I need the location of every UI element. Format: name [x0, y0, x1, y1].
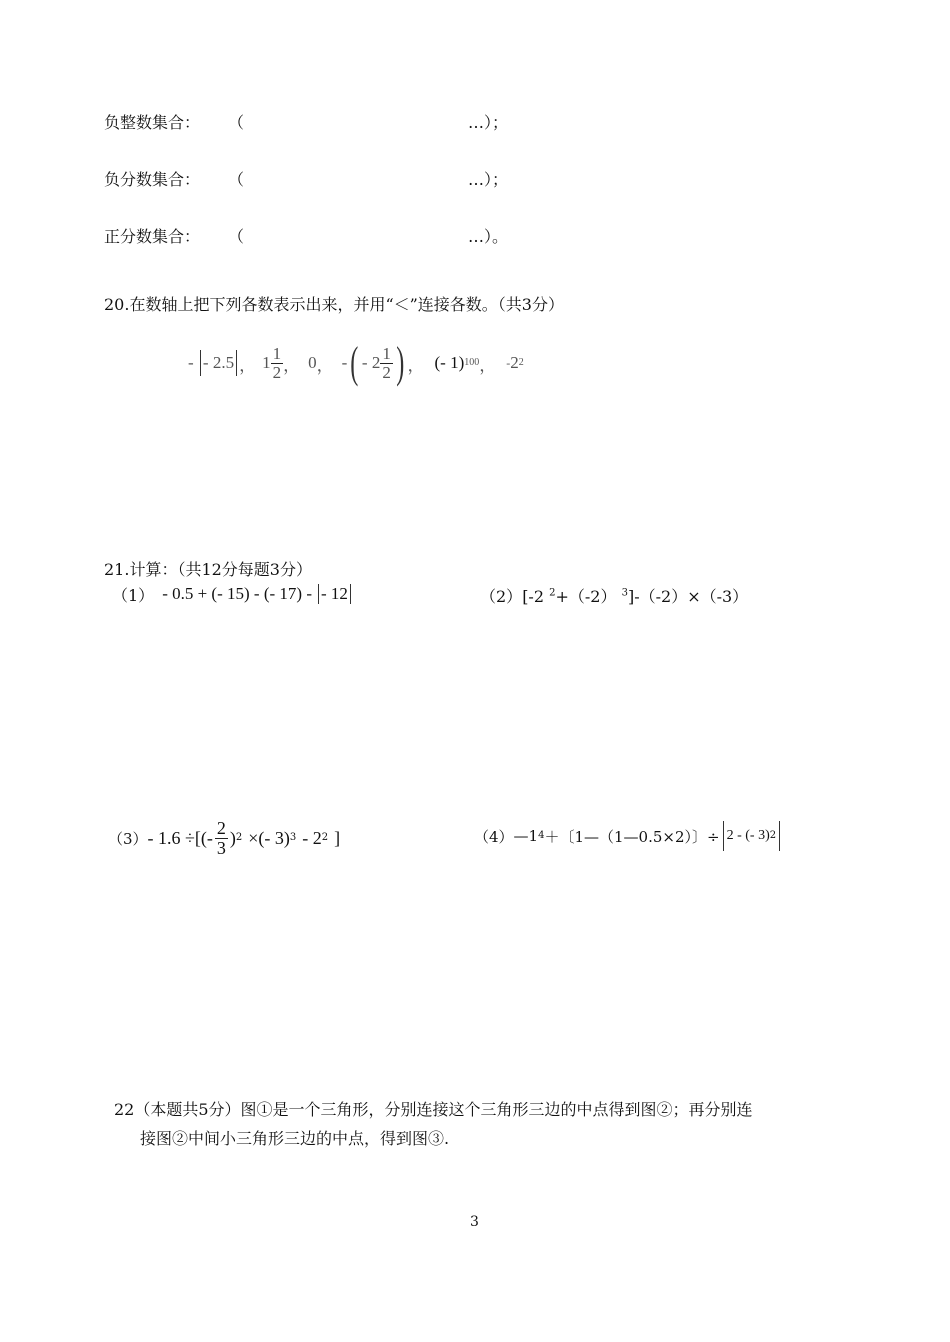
- p4-part-b: ＋〔1—（1—0.5×2）〕÷: [544, 827, 720, 846]
- set-close: …）。: [468, 227, 509, 246]
- p2-part-b: +（-2）: [555, 587, 617, 606]
- comma: ，: [407, 355, 425, 375]
- q20-n6-prefix: -: [506, 355, 511, 370]
- p3-part-d: - 2: [302, 827, 322, 848]
- set-close: …）；: [468, 113, 509, 132]
- set-open-paren: （: [228, 113, 245, 132]
- q20-number-list: - - 2.5 ， 1 $\frac{1}{2}$ ， 0 ， - ( - 2 $\frac{1}{2}$ ) ， (- 1) 100 ， - 2 2: [188, 338, 524, 387]
- denominator: 2: [382, 362, 391, 382]
- p1-expression: - 0.5 + (- 15) - (- 17) -: [162, 584, 312, 603]
- q20-n2-fraction: [271, 345, 284, 382]
- abs-bar: [318, 584, 319, 604]
- q20-n4-fraction: [380, 345, 393, 382]
- abs-bar: [723, 821, 724, 851]
- q20-n4-inner: - 2: [361, 353, 381, 372]
- abs-bar: [779, 821, 780, 851]
- numerator: 2: [216, 817, 226, 838]
- p4-part-a: —1: [513, 827, 539, 845]
- problem-label: （3）: [108, 829, 148, 848]
- p3-part-c: ×(- 3): [248, 827, 290, 848]
- p3-fraction: [215, 819, 228, 858]
- q20-n6-base: 2: [510, 353, 519, 372]
- p2-exp1: 2: [549, 587, 556, 599]
- p1-abs-value: - 12: [320, 584, 348, 603]
- problem-label: （2）: [480, 587, 523, 606]
- p4-abs-value: 2 - (- 3): [726, 828, 770, 843]
- abs-bar: [350, 584, 351, 604]
- q20-n1-abs: - 2.5: [202, 353, 235, 372]
- comma: ，: [316, 355, 334, 375]
- q21-problem-2: [480, 584, 748, 607]
- page-number: 3: [470, 1214, 479, 1230]
- comma: ，: [239, 355, 257, 375]
- q21-problem-4: （4） —1 4 ＋〔1—（1—0.5×2）〕÷ 2 - (- 3) 2: [474, 820, 783, 852]
- p3-part-e: ]: [334, 827, 341, 848]
- q20-prompt: 20.在数轴上把下列各数表示出来，并用“＜”连接各数。（共3分）: [104, 295, 564, 314]
- set-label-positive-fractions: 正分数集合：: [104, 227, 201, 246]
- p2-part-c: ]-（-2）×（-3）: [627, 587, 749, 606]
- q20-n2-whole: 1: [262, 353, 271, 372]
- q20-n5-base: (- 1): [434, 353, 465, 372]
- q21-prompt: 21.计算：（共12分每题3分）: [104, 560, 312, 579]
- denominator: 2: [272, 362, 282, 382]
- set-open-paren: （: [228, 227, 245, 246]
- numerator: 1: [272, 343, 282, 363]
- q20-n1-prefix: -: [188, 353, 194, 372]
- p3-part-b: ): [229, 827, 236, 848]
- p3-part-a: - 1.6 ÷[(-: [147, 827, 213, 848]
- abs-bar: [236, 350, 237, 376]
- q21-problem-1: [112, 582, 353, 606]
- comma: ，: [479, 355, 497, 375]
- q20-n4-prefix: -: [341, 353, 348, 372]
- set-open-paren: （: [228, 170, 245, 189]
- comma: ，: [283, 355, 301, 375]
- problem-label: （4）: [474, 827, 514, 846]
- p2-part-a: [-2: [522, 587, 545, 606]
- problem-label: （1）: [112, 585, 155, 605]
- p2-exp2: 3: [621, 587, 628, 599]
- q22-line-2: 接图②中间小三角形三边的中点，得到图③.: [140, 1129, 450, 1148]
- abs-bar: [200, 350, 201, 376]
- right-paren: ): [396, 338, 405, 387]
- q20-n3: 0: [308, 353, 317, 372]
- numerator: 1: [382, 343, 391, 363]
- set-close: …）；: [468, 170, 509, 189]
- left-paren: (: [350, 338, 359, 387]
- denominator: 3: [216, 837, 226, 858]
- set-label-negative-integers: 负整数集合：: [104, 113, 201, 132]
- q21-problem-3: （3） - 1.6 ÷[(- $\frac{2}{3}$ ) 2 ×(- 3) 3 - 2 2 ]: [108, 817, 341, 858]
- set-label-negative-fractions: 负分数集合：: [104, 170, 201, 189]
- q22-line-1: 22（本题共5分）图①是一个三角形，分别连接这个三角形三边的中点得到图②；再分别连: [114, 1100, 753, 1119]
